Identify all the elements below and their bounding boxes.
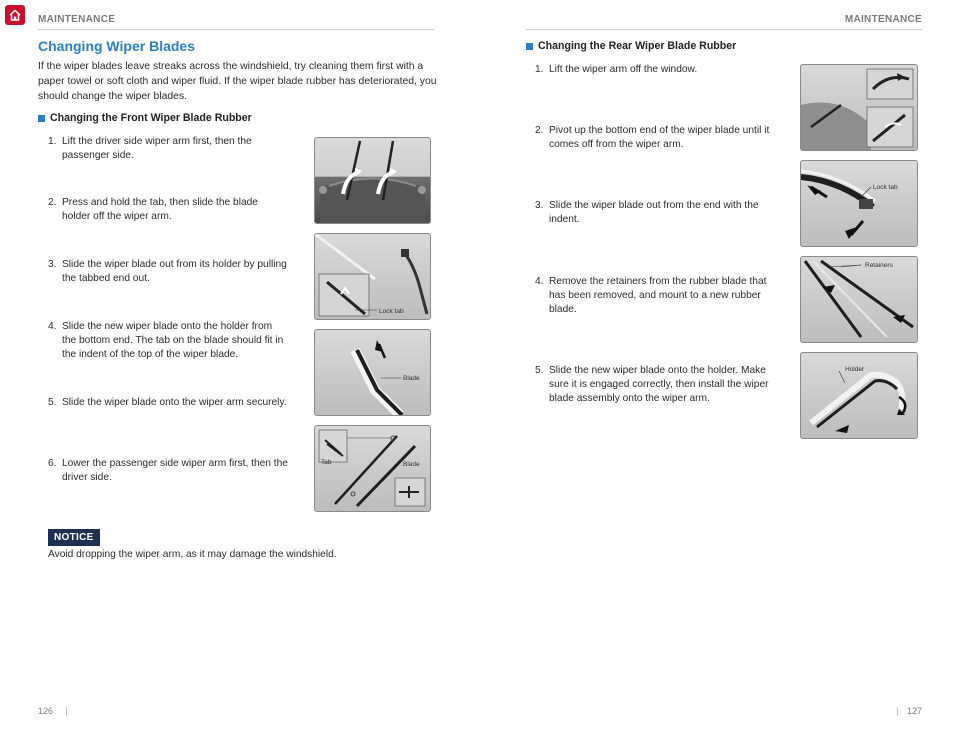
step-text: Slide the wiper blade onto the wiper arm securely. bbox=[62, 397, 287, 408]
step-number: 2. bbox=[48, 197, 57, 208]
right-header: MAINTENANCE bbox=[844, 14, 922, 25]
step-text: Slide the wiper blade out from the end with the indent. bbox=[549, 200, 759, 225]
step-number: 4. bbox=[535, 276, 544, 287]
step-text: Slide the new wiper blade onto the holder from the bottom end. The tab on the blade should fit in the indent of the top of the wiper blade. bbox=[62, 321, 284, 360]
figure-front-install bbox=[314, 425, 431, 512]
front-subheading-text: Changing the Front Wiper Blade Rubber bbox=[50, 112, 252, 124]
step-number: 4. bbox=[48, 321, 57, 332]
step-number: 1. bbox=[535, 64, 544, 75]
rear-step-3 bbox=[535, 199, 785, 227]
home-button[interactable] bbox=[5, 5, 25, 25]
step-number: 1. bbox=[48, 136, 57, 147]
figure-front-lock-tab bbox=[314, 233, 431, 320]
right-header-rule bbox=[526, 29, 922, 30]
figure-front-wipers-lift bbox=[314, 137, 431, 224]
front-step-5 bbox=[48, 396, 288, 410]
step-number: 6. bbox=[48, 458, 57, 469]
rear-step-4 bbox=[535, 275, 785, 317]
step-text: Lift the driver side wiper arm first, then the passenger side. bbox=[62, 136, 252, 161]
figure-rear-holder bbox=[800, 352, 918, 439]
section-marker bbox=[38, 115, 45, 122]
front-step-2 bbox=[48, 196, 288, 224]
holder-label: Holder bbox=[845, 366, 865, 373]
front-step-3 bbox=[48, 258, 288, 286]
step-text: Remove the retainers from the rubber blade that has been removed, and mount to a new rubber blade. bbox=[549, 276, 767, 315]
step-number: 3. bbox=[535, 200, 544, 211]
step-text: Slide the new wiper blade onto the holder. Make sure it is engaged correctly, then install the wiper blade assembly onto the wiper arm. bbox=[549, 365, 769, 404]
step-number: 2. bbox=[535, 125, 544, 136]
step-text: Pivot up the bottom end of the wiper blade until it comes off from the wiper arm. bbox=[549, 125, 770, 150]
page-number-right: | 127 bbox=[896, 706, 922, 716]
front-step-4 bbox=[48, 320, 288, 362]
step-text: Press and hold the tab, then slide the blade holder off the wiper arm. bbox=[62, 197, 258, 222]
lock-tab-label: Lock tab bbox=[379, 308, 404, 315]
step-number: 3. bbox=[48, 259, 57, 270]
left-header: MAINTENANCE bbox=[38, 14, 116, 25]
rear-step-5 bbox=[535, 364, 785, 406]
notice-badge: NOTICE bbox=[48, 529, 100, 546]
blade-label-2: Blade bbox=[403, 461, 420, 468]
figure-front-blade bbox=[314, 329, 431, 416]
rear-subheading-text: Changing the Rear Wiper Blade Rubber bbox=[538, 40, 737, 52]
front-step-6 bbox=[48, 457, 288, 485]
step-text: Slide the wiper blade out from its holder by pulling the tabbed end out. bbox=[62, 259, 287, 284]
page-number-right-value: 127 bbox=[906, 706, 922, 716]
page-number-left: 126 | bbox=[38, 706, 68, 716]
figure-rear-lift-arm bbox=[800, 64, 918, 151]
rear-lock-tab-label: Lock tab bbox=[873, 184, 898, 191]
blade-label: Blade bbox=[403, 375, 420, 382]
step-text: Lower the passenger side wiper arm first, then the driver side. bbox=[62, 458, 288, 483]
front-step-1 bbox=[48, 135, 288, 163]
step-text: Lift the wiper arm off the window. bbox=[549, 64, 698, 75]
figure-rear-lock-tab bbox=[800, 160, 918, 247]
tab-label: Tab bbox=[321, 459, 332, 466]
step-number: 5. bbox=[48, 397, 57, 408]
home-icon bbox=[8, 8, 22, 22]
retainers-label: Retainers bbox=[865, 262, 893, 269]
page-title: Changing Wiper Blades bbox=[38, 38, 196, 54]
page-number-left-value: 126 bbox=[38, 706, 54, 716]
left-header-rule bbox=[38, 29, 434, 30]
front-subheading bbox=[38, 112, 252, 124]
notice-text: Avoid dropping the wiper arm, as it may damage the windshield. bbox=[48, 549, 337, 560]
figure-rear-retainers bbox=[800, 256, 918, 343]
intro-paragraph: If the wiper blades leave streaks across the windshield, try cleaning them first with a paper towel or soft cloth and wiper fluid. If the wiper blade rubber has deteriorated, you should change the wiper blades. bbox=[38, 61, 437, 102]
step-number: 5. bbox=[535, 365, 544, 376]
section-marker bbox=[526, 43, 533, 50]
rear-step-2 bbox=[535, 124, 785, 152]
rear-step-1 bbox=[535, 63, 785, 77]
rear-subheading bbox=[526, 40, 736, 52]
